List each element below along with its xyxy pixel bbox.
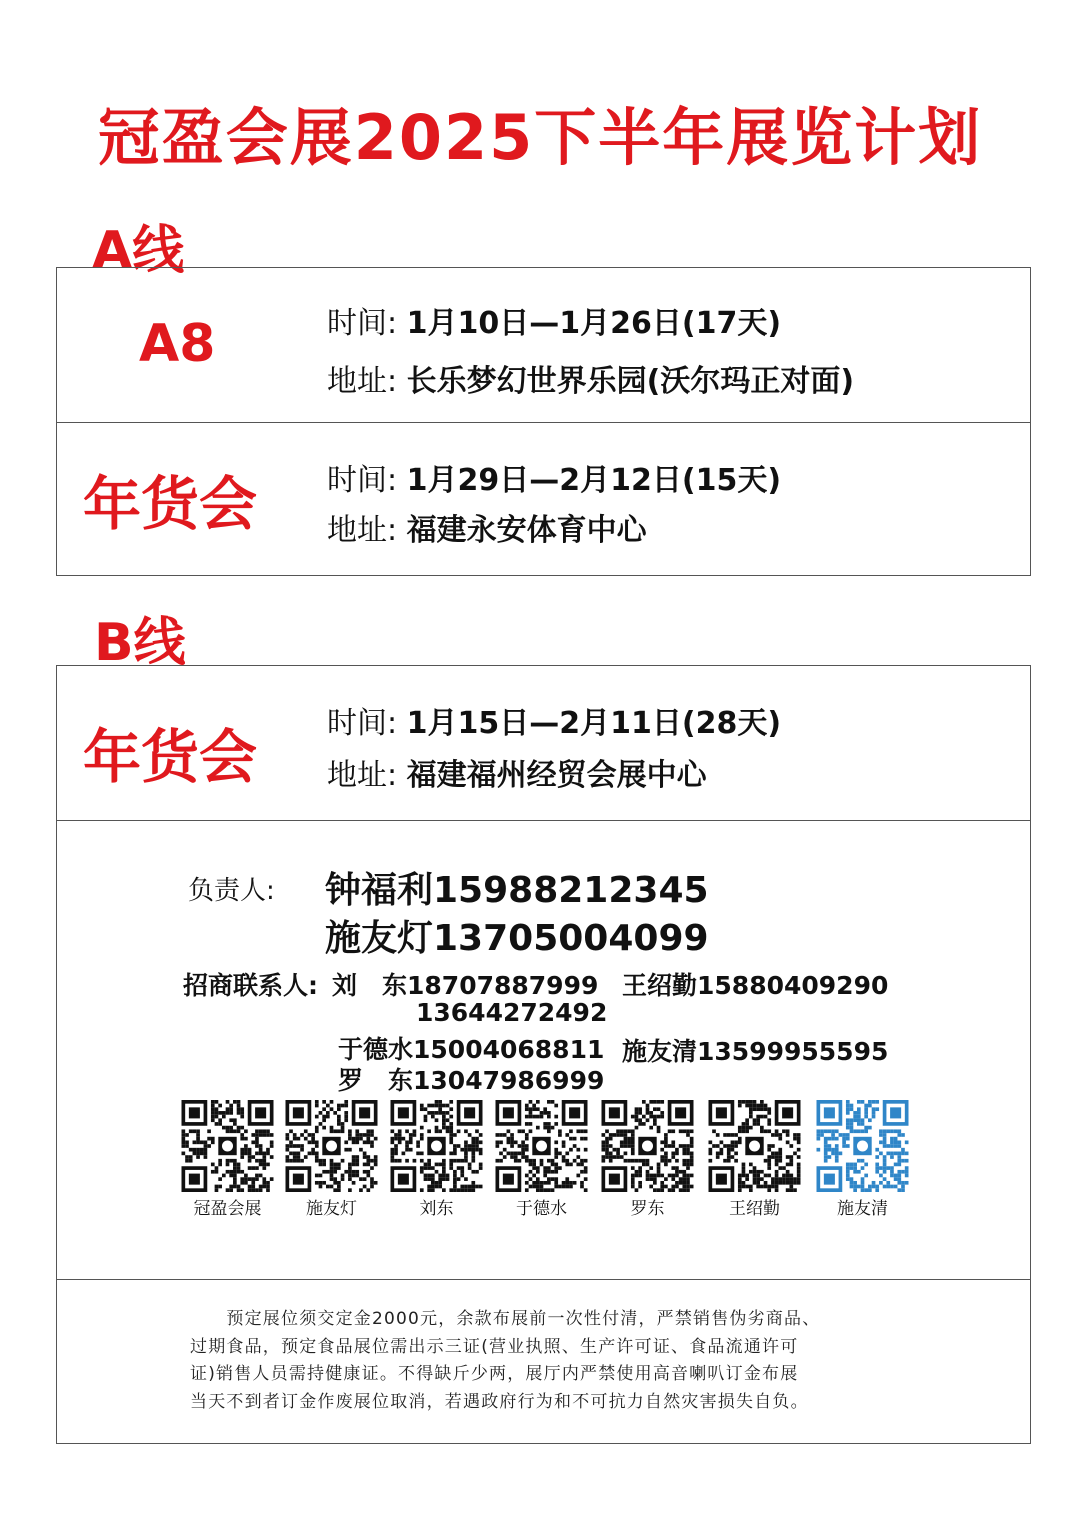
sales-name: 施友清 [622,1037,698,1066]
event-time-row [327,455,781,499]
event-address-row [327,356,854,400]
qr-code-icon [389,1100,484,1192]
notice-text [190,1306,910,1416]
address-label: 地址: [327,364,398,399]
notice-line: 证)销售人员需持健康证。不得缺斤少两，展厅内严禁使用高音喇叭订金布展 [190,1364,799,1384]
qr-code-icon [600,1100,695,1192]
sales-name: 罗 东 [338,1066,414,1095]
sales-phone: 13047986999 [413,1066,605,1095]
poster-title: 冠盈会展2025下半年展览计划 [97,101,983,174]
event-time: 1月29日—2月12日(15天) [406,463,782,498]
notice-line: 预定展位须交定金2000元，余款布展前一次性付清，严禁销售伪劣商品、 [190,1309,821,1329]
event-name: 年货会 [83,470,258,538]
qr-caption: 王绍勤 [729,1199,780,1219]
sales-name: 刘 东 [332,971,408,1000]
notice-line: 过期食品，预定食品展位需出示三证(营业执照、生产许可证、食品流通许可 [190,1336,799,1357]
qr-caption: 刘东 [419,1199,454,1219]
manager-1: 钟福利15988212345 [325,870,709,911]
event-name: 年货会 [83,723,258,791]
event-address: 福建福州经贸会展中心 [406,758,707,793]
event-address-row [327,750,707,794]
qr-code-icon [707,1100,802,1192]
sales-phone: 15880409290 [697,971,889,1000]
sales-contact [622,1032,888,1068]
qr-code[interactable] [707,1100,802,1219]
manager-label: 负责人: [188,876,275,906]
qr-caption: 施友清 [837,1199,888,1219]
event-time: 1月10日—1月26日(17天) [406,306,782,341]
sales-name: 于德水 [338,1035,414,1064]
address-label: 地址: [327,758,398,793]
qr-code-icon [284,1100,379,1192]
sales-name: 王绍勤 [622,971,698,1000]
qr-caption: 施友灯 [306,1199,357,1219]
qr-code[interactable] [815,1100,910,1219]
time-label: 时间: [327,706,398,741]
manager-2: 施友灯13705004099 [325,918,709,959]
line-a-label: A线 [92,221,185,281]
sales-contact [332,966,598,1002]
time-label: 时间: [327,463,398,498]
event-address: 福建永安体育中心 [406,513,647,548]
qr-code[interactable] [284,1100,379,1219]
sales-phone: 13644272492 [416,998,608,1027]
sales-phone: 13599955595 [697,1037,889,1066]
event-address: 长乐梦幻世界乐园(沃尔玛正对面) [406,364,855,399]
event-b-fair-box [56,665,1031,821]
sales-contact [622,966,888,1002]
qr-code-icon [815,1100,910,1192]
qr-caption: 于德水 [516,1199,567,1219]
sales-phone: 15004068811 [413,1035,605,1064]
sales-contact [416,998,607,1027]
event-name: A8 [139,314,216,374]
time-label: 时间: [327,306,398,341]
qr-code[interactable] [389,1100,484,1219]
qr-code-icon [494,1100,589,1192]
sales-phone: 18707887999 [407,971,599,1000]
event-time: 1月15日—2月11日(28天) [406,706,782,741]
line-b-label: B线 [94,613,186,673]
address-label: 地址: [327,513,398,548]
event-a-fair-box [56,422,1031,576]
event-time-row [327,298,781,342]
event-address-row [327,505,647,549]
qr-caption: 罗东 [630,1199,665,1219]
sales-contact [338,1061,604,1097]
qr-code-icon [180,1100,275,1192]
sales-label: 招商联系人: [183,971,318,1000]
event-a8-box [56,267,1031,423]
qr-code[interactable] [600,1100,695,1219]
notice-line: 当天不到者订金作废展位取消，若遇政府行为和不可抗力自然灾害损失自负。 [190,1391,809,1412]
qr-code[interactable] [494,1100,589,1219]
qr-caption: 冠盈会展 [193,1199,262,1219]
qr-code[interactable] [180,1100,275,1219]
event-time-row [327,698,781,742]
